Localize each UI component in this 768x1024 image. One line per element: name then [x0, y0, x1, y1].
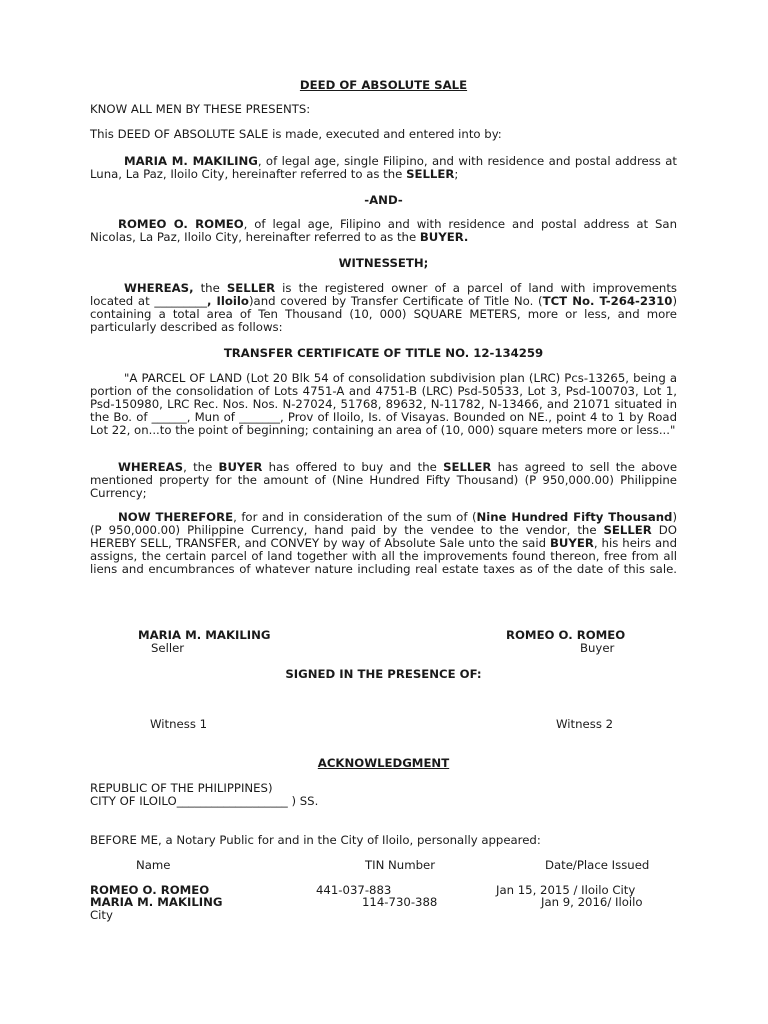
- witnesseth-heading: WITNESSETH;: [338, 256, 429, 270]
- table-header-issued: Date/Place Issued: [545, 858, 650, 872]
- intro-line: KNOW ALL MEN BY THESE PRESENTS:: [90, 102, 311, 116]
- table-row-2-name: MARIA M. MAKILING: [90, 895, 223, 909]
- acknowledgment-heading: ACKNOWLEDGMENT: [317, 756, 450, 770]
- seller-signature-name: MARIA M. MAKILING: [138, 628, 271, 642]
- now-therefore-paragraph: NOW THEREFORE, for and in consideration of the sum of (Nine Hundred Fifty Thousand) (P 950,000.00) Philippine Currency, hand paid by the vendee to the vendor, the SELLER DO HEREBY SELL, TRANSFER, and CONVEY by way of Absolute Sale unto the said BUYER, his heirs and assigns, the certain parcel of land together with all the improvements found thereon, free from all liens and encumbrances of whatever nature including real estate taxes as of the date of this sale.: [90, 510, 677, 576]
- table-header-tin: TIN Number: [365, 858, 435, 872]
- buyer-name: ROMEO O. ROMEO: [118, 217, 244, 231]
- seller-name: MARIA M. MAKILING: [124, 154, 258, 168]
- table-row-2-issued: Jan 9, 2016/ Iloilo: [541, 895, 643, 909]
- witness-2-label: Witness 2: [556, 717, 614, 731]
- made-by-line: This DEED OF ABSOLUTE SALE is made, executed and entered into by:: [90, 127, 502, 141]
- table-row-1-name: ROMEO O. ROMEO: [90, 883, 210, 897]
- and-separator: -AND-: [364, 193, 403, 207]
- whereas-owner-paragraph: WHEREAS, the SELLER is the registered owner of a parcel of land with improvements located at _________, Iloilo)and covered by Transfer Certificate of Title No. (TCT No. T-264-2310) containing a total area of Ten Thousand (10, 000) SQUARE METERS, more or less, and more particularly described as follows:: [90, 281, 677, 334]
- tct-heading: TRANSFER CERTIFICATE OF TITLE NO. 12-134259: [223, 346, 544, 360]
- table-header-name: Name: [136, 858, 171, 872]
- republic-line: REPUBLIC OF THE PHILIPPINES): [90, 781, 273, 795]
- buyer-signature-name: ROMEO O. ROMEO: [506, 628, 626, 642]
- witness-1-label: Witness 1: [150, 717, 208, 731]
- table-row-1-tin: 441-037-883: [316, 883, 392, 897]
- table-row-2-issued-cont: City: [90, 908, 113, 922]
- table-row-2-tin: 114-730-388: [362, 895, 438, 909]
- seller-signature-label: Seller: [151, 641, 185, 655]
- seller-paragraph: MARIA M. MAKILING, of legal age, single Filipino, and with residence and postal address at Luna, La Paz, Iloilo City, hereinafter referred to as the SELLER;: [90, 154, 677, 181]
- seller-role: SELLER: [406, 167, 455, 181]
- before-me-line: BEFORE ME, a Notary Public for and in the City of Iloilo, personally appeared:: [90, 833, 541, 847]
- whereas-offer-paragraph: WHEREAS, the BUYER has offered to buy and the SELLER has agreed to sell the above mentioned property for the amount of (Nine Hundred Fifty Thousand) (P 950,000.00) Philippine Currency;: [90, 460, 678, 500]
- buyer-signature-label: Buyer: [580, 641, 615, 655]
- buyer-paragraph: ROMEO O. ROMEO, of legal age, Filipino and with residence and postal address at San Nicolas, La Paz, Iloilo City, hereinafter referred to as the BUYER.: [90, 217, 677, 244]
- city-line: CITY OF ILOILO___________________ ) SS.: [90, 794, 319, 808]
- presence-heading: SIGNED IN THE PRESENCE OF:: [285, 667, 482, 681]
- parcel-description: "A PARCEL OF LAND (Lot 20 Blk 54 of consolidation subdivision plan (LRC) Pcs-13265, being a portion of the consolidation of Lots 4751-A and 4751-B (LRC) Psd-50533, Lot 3, Psd-100703, Lot 1, Psd-150980, LRC Rec. Nos. Nos. N-27024, 51768, 89632, N-11782, N-13466, and 21071 situated in the Bo. of ______, Mun of _______, Prov of Iloilo, Is. of Visayas. Bounded on NE., point 4 to 1 by Road Lot 22, on...to the point of beginning; containing an area of (10, 000) square meters more or less...": [90, 371, 677, 437]
- buyer-role: BUYER.: [419, 230, 469, 244]
- table-row-1-issued: Jan 15, 2015 / Iloilo City: [496, 883, 636, 897]
- document-title: DEED OF ABSOLUTE SALE: [299, 78, 468, 92]
